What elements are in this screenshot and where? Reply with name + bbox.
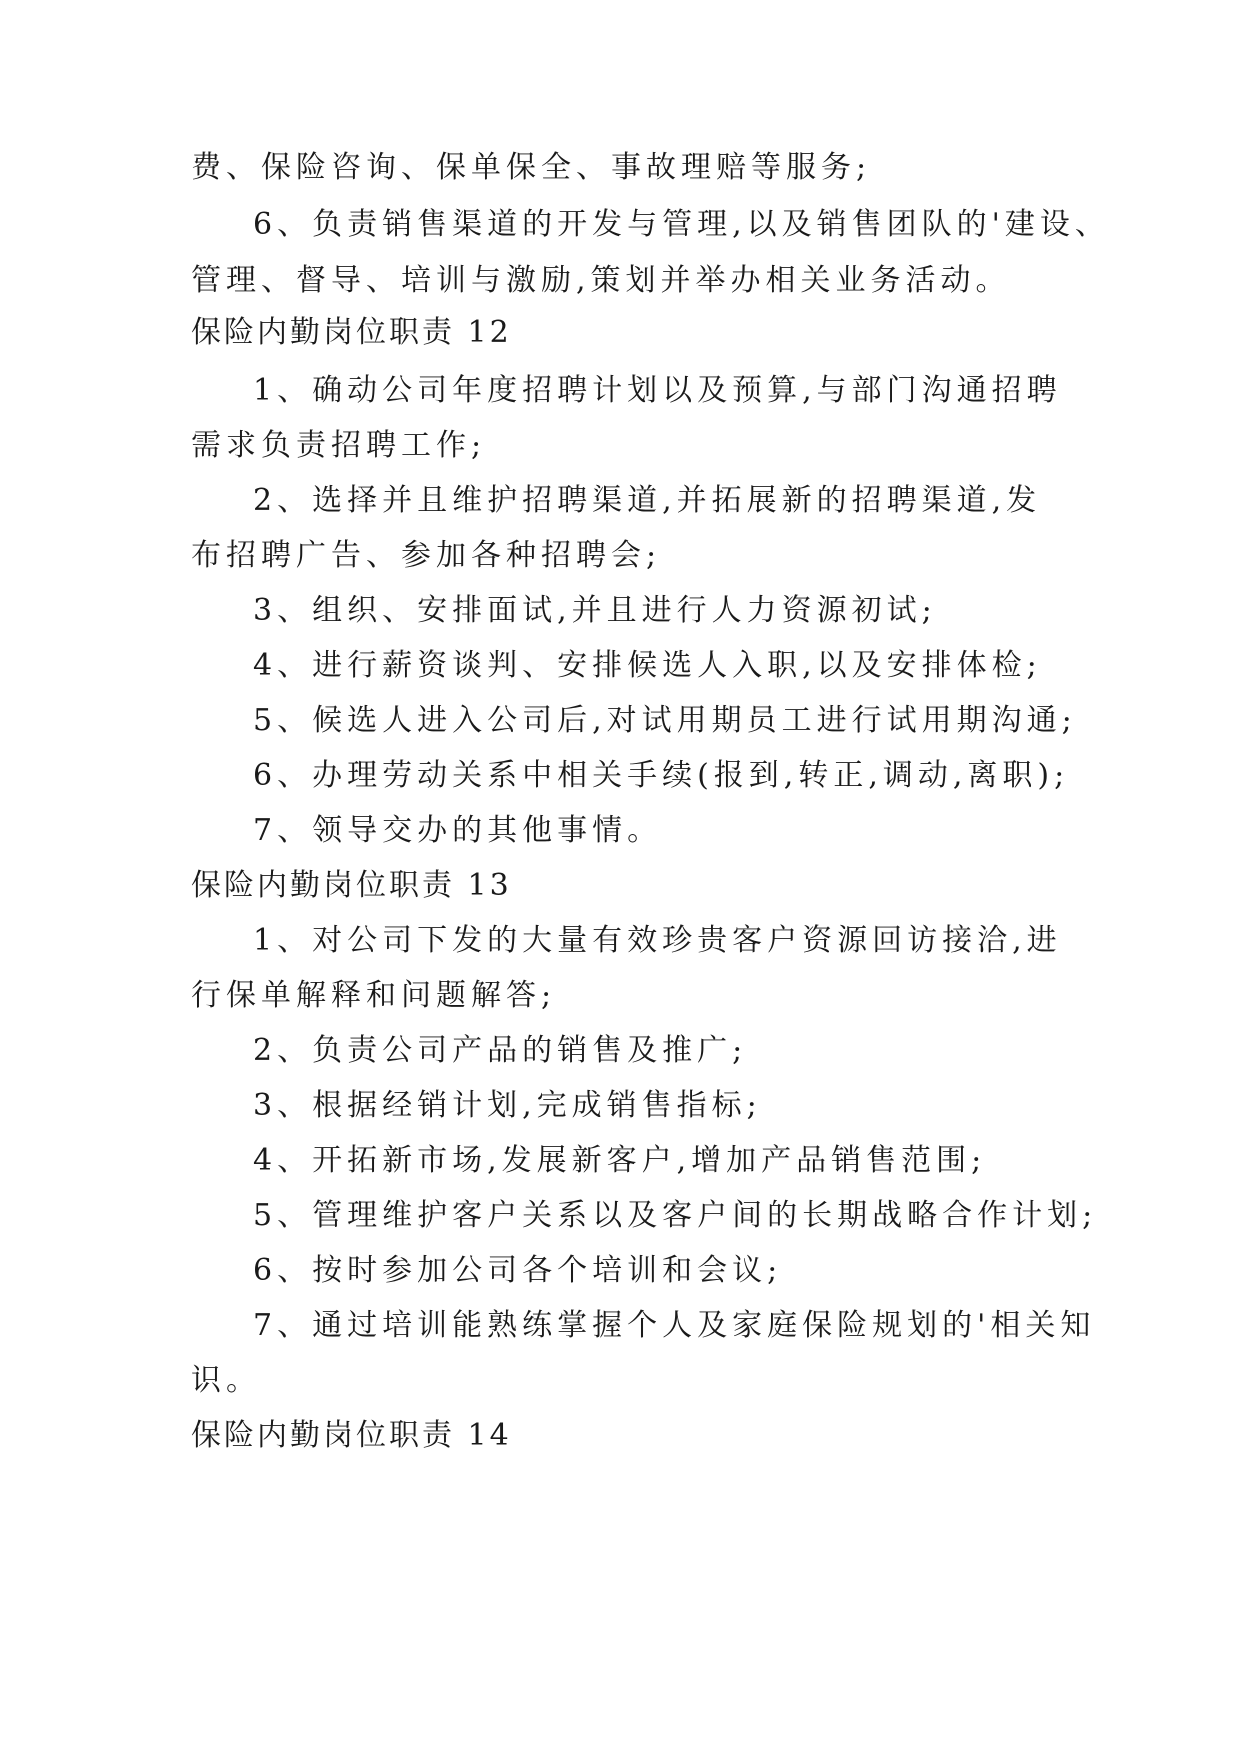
paragraph-line: 需求负责招聘工作; xyxy=(191,428,487,463)
paragraph-line: 识。 xyxy=(191,1363,261,1398)
list-item: 1、确动公司年度招聘计划以及预算,与部门沟通招聘 xyxy=(253,373,1062,408)
section-heading: 保险内勤岗位职责 12 xyxy=(191,315,512,350)
list-item: 1、对公司下发的大量有效珍贵客户资源回访接洽,进 xyxy=(253,923,1062,958)
list-item: 3、根据经销计划,完成销售指标; xyxy=(253,1088,762,1123)
list-item: 5、管理维护客户关系以及客户间的长期战略合作计划; xyxy=(253,1198,1098,1233)
list-item: 2、负责公司产品的销售及推广; xyxy=(253,1033,748,1068)
list-item: 4、开拓新市场,发展新客户,增加产品销售范围; xyxy=(253,1143,987,1178)
list-item: 3、组织、安排面试,并且进行人力资源初试; xyxy=(253,593,937,628)
section-heading: 保险内勤岗位职责 13 xyxy=(191,868,512,903)
list-item: 6、负责销售渠道的开发与管理,以及销售团队的'建设、 xyxy=(253,207,1110,242)
list-item: 2、选择并且维护招聘渠道,并拓展新的招聘渠道,发 xyxy=(253,483,1042,518)
paragraph-line: 管理、督导、培训与激励,策划并举办相关业务活动。 xyxy=(191,263,1011,298)
paragraph-line: 布招聘广告、参加各种招聘会; xyxy=(191,538,662,573)
section-heading: 保险内勤岗位职责 14 xyxy=(191,1418,512,1453)
paragraph-line: 费、保险咨询、保单保全、事故理赔等服务; xyxy=(191,150,872,185)
list-item: 6、按时参加公司各个培训和会议; xyxy=(253,1253,783,1288)
list-item: 4、进行薪资谈判、安排候选人入职,以及安排体检; xyxy=(253,648,1042,683)
paragraph-line: 行保单解释和问题解答; xyxy=(191,978,557,1013)
list-item: 5、候选人进入公司后,对试用期员工进行试用期沟通; xyxy=(253,703,1077,738)
list-item: 7、通过培训能熟练掌握个人及家庭保险规划的'相关知 xyxy=(253,1308,1096,1343)
list-item: 7、领导交办的其他事情。 xyxy=(253,813,663,848)
list-item: 6、办理劳动关系中相关手续(报到,转正,调动,离职); xyxy=(253,758,1070,793)
